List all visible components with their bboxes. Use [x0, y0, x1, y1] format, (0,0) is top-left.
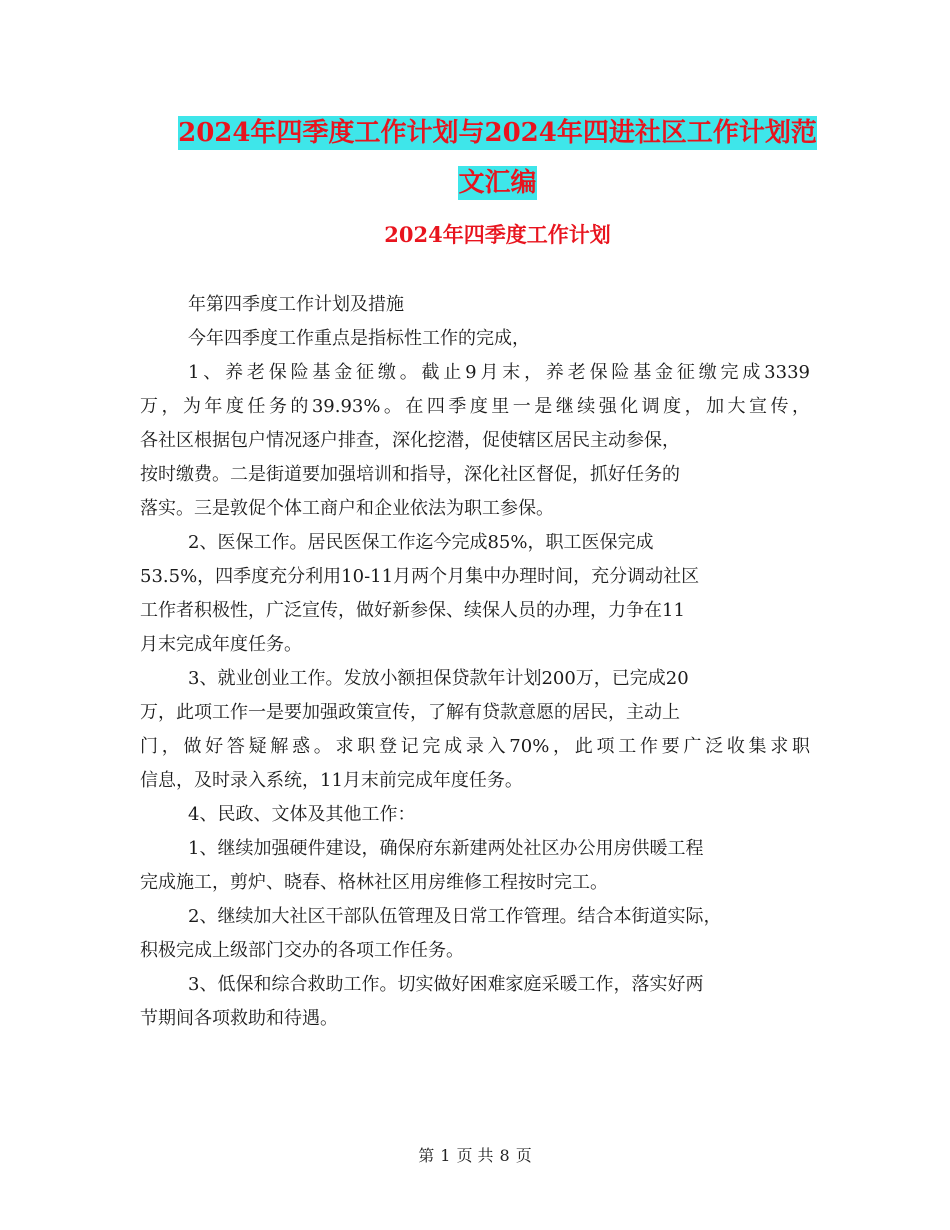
paragraph-line: 节期间各项救助和待遇。 — [140, 1008, 338, 1029]
paragraph-line: 1、养老保险基金征缴。截止9月末，养老保险基金征缴完成3339 — [188, 362, 810, 383]
paragraph-line: 今年四季度工作重点是指标性工作的完成， — [188, 328, 530, 349]
paragraph-line: 万，此项工作一是要加强政策宣传，了解有贷款意愿的居民，主动上 — [140, 702, 680, 723]
paragraph-line: 积极完成上级部门交办的各项工作任务。 — [140, 940, 464, 961]
page-footer — [0, 1144, 950, 1168]
footer-middle: 页 共 — [456, 1146, 494, 1165]
paragraph-line: 4、民政、文体及其他工作： — [188, 804, 416, 825]
paragraph-line: 3、就业创业工作。发放小额担保贷款年计划200万，已完成20 — [188, 668, 689, 689]
paragraph-line: 完成施工，剪炉、晓春、格林社区用房维修工程按时完工。 — [140, 872, 608, 893]
paragraph-line: 信息，及时录入系统，11月末前完成年度任务。 — [140, 770, 523, 791]
page-number: 1 — [440, 1146, 451, 1165]
paragraph-line: 2、继续加大社区干部队伍管理及日常工作管理。结合本街道实际， — [188, 906, 722, 927]
paragraph-line: 各社区根据包户情况逐户排查，深化挖潜，促使辖区居民主动参保， — [140, 430, 680, 451]
paragraph-line: 月末完成年度任务。 — [140, 634, 302, 655]
footer-prefix: 第 — [418, 1146, 435, 1165]
paragraph-line: 门，做好答疑解惑。求职登记完成录入70%，此项工作要广泛收集求职 — [140, 736, 810, 757]
footer-suffix: 页 — [515, 1146, 532, 1165]
paragraph-line: 万，为年度任务的39.93%。在四季度里一是继续强化调度，加大宣传， — [140, 396, 810, 417]
paragraph-line: 落实。三是敦促个体工商户和企业依法为职工参保。 — [140, 498, 554, 519]
paragraph-line: 工作者积极性，广泛宣传，做好新参保、续保人员的办理，力争在11 — [140, 600, 685, 621]
paragraph-line: 53.5%，四季度充分利用10-11月两个月集中办理时间，充分调动社区 — [140, 566, 700, 587]
paragraph-line: 2、医保工作。居民医保工作迄今完成85%，职工医保完成 — [188, 532, 654, 553]
section-title: 2024年四季度工作计划 — [384, 222, 611, 247]
paragraph-line: 按时缴费。二是街道要加强培训和指导，深化社区督促，抓好任务的 — [140, 464, 680, 485]
paragraph-line: 3、低保和综合救助工作。切实做好困难家庭采暖工作，落实好两 — [188, 974, 704, 995]
paragraph-line: 年第四季度工作计划及措施 — [188, 294, 404, 315]
document-body — [140, 288, 810, 1036]
total-pages: 8 — [499, 1146, 510, 1165]
document-title — [140, 108, 855, 208]
title-line-2: 文汇编 — [458, 168, 537, 198]
title-line-1: 2024年四季度工作计划与2024年四进社区工作计划范 — [178, 118, 817, 148]
paragraph-line: 1、继续加强硬件建设，确保府东新建两处社区办公用房供暖工程 — [188, 838, 704, 859]
